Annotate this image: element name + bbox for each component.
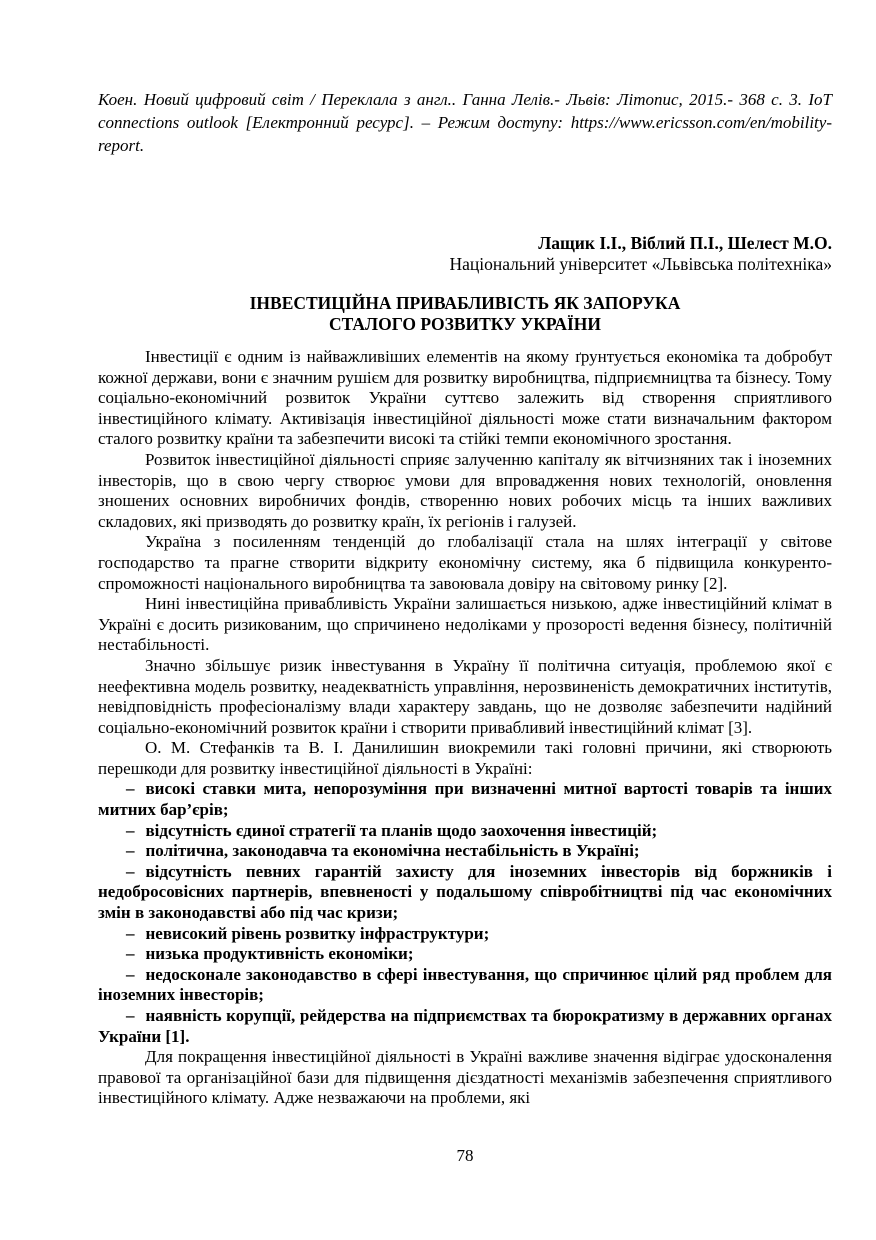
list-item [98, 1006, 832, 1047]
article-body [98, 347, 832, 1109]
list-dash-marker: – [126, 923, 135, 943]
body-paragraph: Значно збільшує ризик інвестування в Україну її політична ситуація, проблемою якої є неефективна модель розвитку, неадекватність управління, нерозвиненість демократичних інститутів, невідповідність професіоналізму влади характеру завдань, що не дозволяє забезпечити надійний соціально-економічний розвиток країни і створити привабливий інвестиційний клімат [3]. [98, 655, 832, 737]
list-item [98, 862, 832, 924]
list-dash-marker: – [126, 861, 135, 881]
list-item [98, 821, 832, 842]
authors: Лащик І.І., Віблий П.І., Шелест М.О. [538, 233, 832, 253]
page-number: 78 [456, 1146, 474, 1165]
list-item-text: високі ставки мита, непорозуміння при визначенні митної вартості товарів та інших митних бар’єрів; [98, 779, 832, 820]
list-item-text: відсутність певних гарантій захисту для іноземних інвесторів від боржників і недобросовісних партнерів, впевненості у подальшому співробітництві під час економічних змін в законодавстві або під час кризи; [98, 861, 832, 923]
list-item [98, 965, 832, 1006]
article-title [98, 293, 832, 335]
list-item [98, 924, 832, 945]
list-item-text: політична, законодавча та економічна нестабільність в Україні; [145, 841, 640, 861]
list-item-text: невисокий рівень розвитку інфраструктури; [145, 923, 490, 943]
list-dash-marker: – [126, 779, 135, 799]
body-paragraph-closing: Для покращення інвестиційної діяльності в Україні важливе значення відіграє удосконалення правової та організаційної бази для підвищення дієздатності механізмів забезпечення сприятливого інвестиційного клімату. Адже незважаючи на проблеми, які [98, 1047, 832, 1108]
list-item-text: наявність корупції, рейдерства на підприємствах та бюрократизму в державних органах України [1]. [98, 1006, 832, 1046]
list-item-text: недосконале законодавство в сфері інвестування, що спричинює цілий ряд проблем для іноземних інвесторів; [98, 964, 832, 1005]
list-item-text: відсутність єдиної стратегії та планів щодо заохочення інвестицій; [145, 820, 658, 840]
references-continuation: Коен. Новий цифровий світ / Переклала з англ.. Ганна Лелів.- Львів: Літопис, 2015.- 368 с. 3. IoT connections outlook [Електронний ресурс]. – Режим доступу: https://www.ericsson.com/en/mobility-report. [98, 90, 832, 155]
article-title-line-1: ІНВЕСТИЦІЙНА ПРИВАБЛИВІСТЬ ЯК ЗАПОРУКА [249, 293, 681, 313]
page-content [98, 88, 832, 1109]
list-item-text: низька продуктивність економіки; [145, 944, 414, 964]
body-paragraph-list-intro: О. М. Стефанків та В. І. Данилишин виокремили такі головні причини, які створюють перешкоди для розвитку інвестиційної діяльності в Україні: [98, 738, 832, 778]
byline-block [98, 233, 832, 275]
list-dash-marker: – [126, 964, 135, 984]
affiliation: Національний університет «Львівська політехніка» [449, 254, 832, 274]
body-paragraph: Україна з посиленням тенденцій до глобалізації стала на шлях інтеграції у світове господарство та прагне створити відкриту економічну систему, яка б підвищила конкуренто-спроможності національного виробництва та завоювала довіру на світовому ринку [2]. [98, 532, 832, 593]
body-paragraph: Інвестиції є одним із найважливіших елементів на якому ґрунтується економіка та добробут кожної держави, вони є значним рушієм для розвитку виробництва, підприємництва та бізнесу. Тому соціально-економічний розвиток України суттєво залежить від створення сприятливого інвестиційного клімату. Активізація інвестиційної діяльності може стати визначальним фактором сталого розвитку країни та забезпечити високі та стійкі темпи економічного зростання. [98, 347, 832, 449]
article-title-line-2: СТАЛОГО РОЗВИТКУ УКРАЇНИ [328, 314, 602, 334]
body-paragraph: Нині інвестиційна привабливість України залишається низькою, адже інвестиційний клімат в Україні є досить ризикованим, що спричинено недоліками у прозорості ведення бізнесу, політичній нестабільності. [98, 594, 832, 655]
list-dash-marker: – [126, 944, 135, 964]
list-dash-marker: – [126, 820, 135, 840]
list-item [98, 779, 832, 820]
list-item [98, 841, 832, 862]
list-dash-marker: – [126, 841, 135, 861]
list-item [98, 944, 832, 965]
list-dash-marker: – [126, 1006, 135, 1025]
body-paragraph: Розвиток інвестиційної діяльності сприяє залученню капіталу як вітчизняних так і іноземних інвесторів, що в свою чергу створює умови для впровадження нових технологій, оновлення зношених основних виробничих фондів, створенню нових робочих місць та інших важливих складових, які призводять до розвитку країн, їх регіонів і галузей. [98, 449, 832, 531]
